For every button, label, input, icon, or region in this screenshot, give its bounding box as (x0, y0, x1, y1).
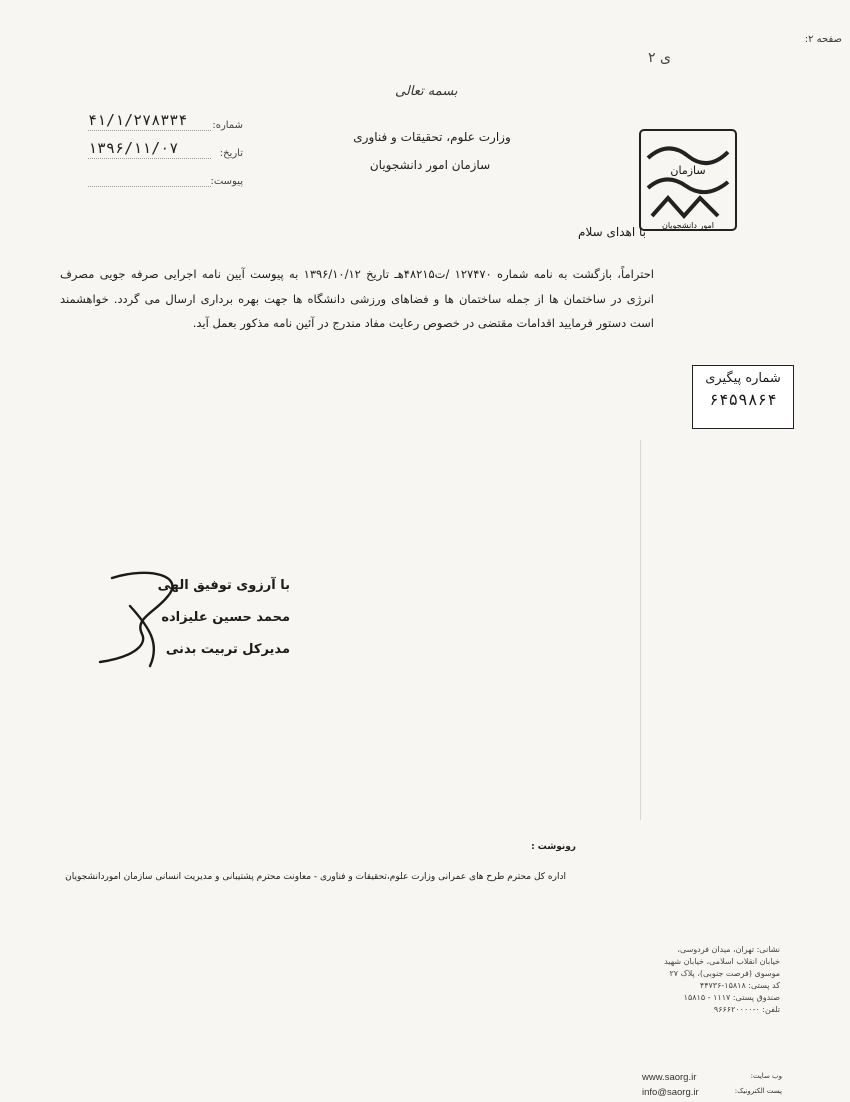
letter-number-row (88, 111, 243, 138)
letter-attachment-label: پیوست: (210, 176, 243, 187)
address-line: صندوق پستی: ۱۱۱۷ - ۱۵۸۱۵ (683, 993, 780, 1002)
tracking-number-value: ۶۴۵۹۸۶۴ (709, 390, 777, 409)
address-line: تلفن: ۰-۹۶۶۶۲۰۰۰۰ (713, 1005, 780, 1014)
tracking-number-box (692, 365, 794, 429)
greeting-text: با اهدای سلام (578, 225, 646, 239)
signatory-name: محمد حسین علیزاده (161, 610, 290, 625)
organization-logo (638, 128, 738, 232)
website-label: وب سایت: (750, 1072, 782, 1080)
letter-number-label: شماره: (212, 120, 243, 131)
letter-date-dots (88, 158, 211, 159)
bismillah-heading: بسمه تعالی (395, 84, 458, 99)
letter-date-value: ۱۳۹۶/۱۱/۰۷ (88, 139, 179, 157)
tracking-number-label: شماره پیگیری (705, 371, 781, 386)
handwritten-marks: ی ۲ (648, 50, 671, 66)
address-line: کد پستی: ۱۵۸۱۸-۴۴۷۳۶ (699, 981, 780, 990)
address-line: نشانی: تهران، میدان فردوسی، (677, 945, 780, 954)
address-block (628, 944, 780, 1016)
letter-date-row (88, 139, 243, 166)
logo-text-line2: امور دانشجویان (661, 221, 715, 230)
ministry-name: وزارت علوم، تحقیقات و فناوری (353, 130, 511, 144)
letter-number-dots (88, 130, 211, 131)
cc-recipients: اداره کل محترم طرح های عمرانی وزارت علوم،تحقیقات و فناوری - معاونت محترم پشتیبانی و مدیریت انسانی سازمان اموردانشجویان (65, 872, 566, 882)
logo-text-line1: سازمان (670, 164, 706, 177)
cc-label: رونوشت : (531, 842, 576, 852)
signatory-title: مدیرکل تربیت بدنی (165, 642, 290, 657)
fold-line (640, 440, 641, 820)
address-line: موسوی (فرصت جنوبی)، پلاک ۲۷ (669, 969, 780, 978)
email-label: پست الکترونیک: (734, 1087, 782, 1095)
letter-attachment-dots (88, 186, 211, 187)
letter-date-label: تاریخ: (219, 148, 243, 159)
organization-name: سازمان امور دانشجویان (369, 158, 491, 172)
page-number-label: صفحه ۲: (804, 34, 842, 45)
letter-body-paragraph: احتراماً، بازگشت به نامه شماره ۱۲۷۴۷۰ /ت۴۸۲۱۵هـ تاریخ ۱۳۹۶/۱۰/۱۲ به پیوست آیین نامه اجرایی صرفه جویی مصرف انرژی در ساختمان ها از جمله ساختمان ها و فضاهای ورزشی دانشگاه ها جهت بهره برداری ارسال می گردد. خواهشمند است دستور فرمایید اقدامات مقتضی در خصوص رعایت مفاد مندرج در آئین نامه مذکور بعمل آید. (60, 267, 655, 330)
footer-contact (642, 1072, 782, 1102)
letter-attachment-row (88, 172, 243, 194)
address-line: خیابان انقلاب اسلامی، خیابان شهید (664, 957, 780, 966)
website-link: www.saorg.ir (642, 1072, 697, 1083)
email-link: info@saorg.ir (642, 1087, 699, 1098)
closing-phrase: با آرزوی توفیق الهی (157, 578, 290, 593)
letter-number-value: ۴۱/۱/۲۷۸۳۳۴ (88, 111, 188, 129)
